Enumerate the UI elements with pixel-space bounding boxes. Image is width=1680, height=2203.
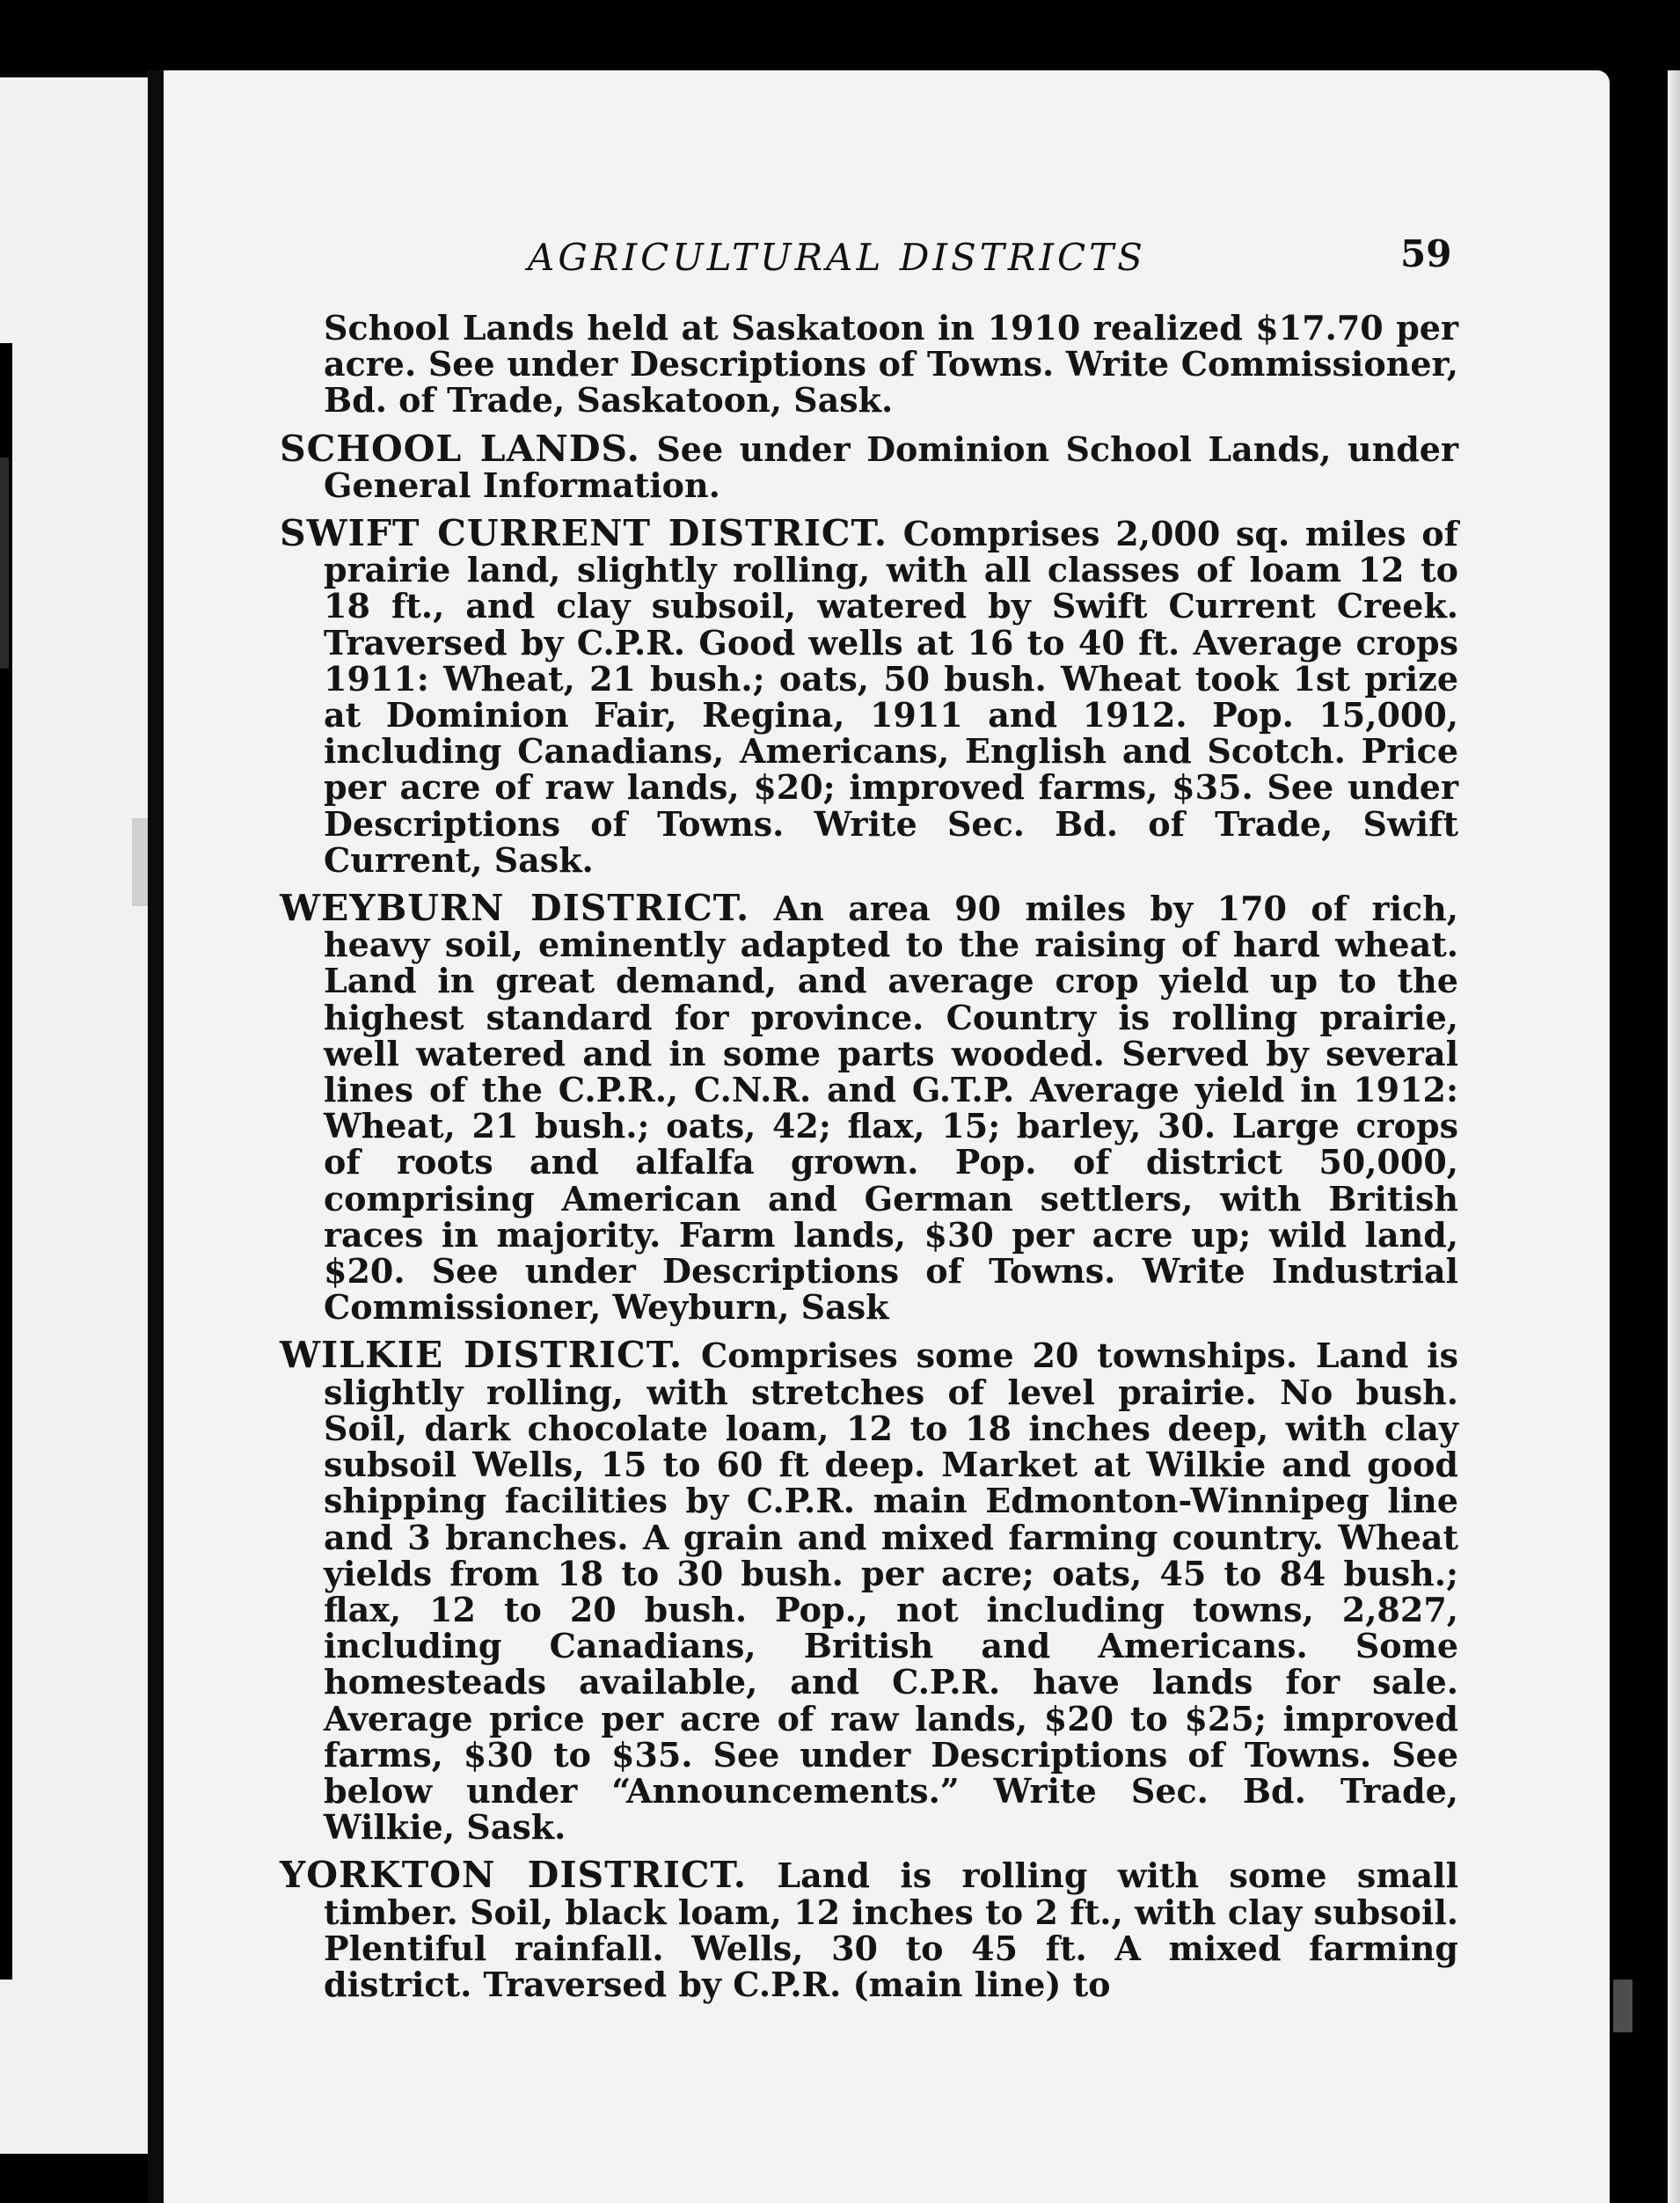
entry-saskatoon-continuation <box>280 310 1458 419</box>
running-header: AGRICULTURAL DISTRICTS <box>528 236 1146 279</box>
entry-wilkie-district <box>280 1334 1458 1848</box>
entry-weyburn-district <box>280 887 1459 1328</box>
entry-text: See under Dominion School Lands, under General Information. <box>324 428 1459 505</box>
page-text-body <box>280 310 1458 2015</box>
entry-text: Comprises 2,000 sq. miles of prairie land, slightly rolling, with all classes of loam 12 to 18 ft., and clay subsoil, watered by Swift Current Creek. Traversed by C.P.R. Good wells at 16 to 40 ft. Average crops 1911: Wheat, 21 bush.; oats, 50 bush. Wheat took 1st prize at Dominion Fair, Regina, 1911 and 1912. Pop. 15,000, including Canadians, Americans, English and Scotch. Price per acre of raw lands, $20; improved farms, $35. See under Descriptions of Towns. Write Sec. Bd. of Trade, Swift Current, Sask. <box>324 514 1458 880</box>
entry-heading: WILKIE DISTRICT. <box>280 1334 683 1377</box>
facing-page-edge <box>0 77 148 2154</box>
entry-yorkton-district <box>280 1854 1459 2004</box>
entry-heading: SCHOOL LANDS. <box>280 427 640 470</box>
page-edge-shadow <box>1668 70 1680 2203</box>
entry-heading: SWIFT CURRENT DISTRICT. <box>280 512 888 555</box>
entry-heading: YORKTON DISTRICT. <box>280 1854 748 1897</box>
entry-text: Comprises some 20 townships. Land is slightly rolling, with stretches of level prairie. No bush. Soil, dark chocolate loam, 12 to 18 inches deep, with clay subsoil Wells, 15 to 60 ft deep. Market at Wilkie and good shipping facilities by C.P.R. main Edmonton-Winnipeg line and 3 branches. A grain and mixed farming country. Wheat yields from 18 to 30 bush. per acre; oats, 45 to 84 bush.; flax, 12 to 20 bush. Pop., not including towns, 2,827, including Canadians, British and Americans. Some homesteads available, and C.P.R. have lands for sale. Average price per acre of raw lands, $20 to $25; improved farms, $30 to $35. See under Descriptions of Towns. See below under “Announcements.” Write Sec. Bd. Trade, Wilkie, Sask. <box>324 1336 1458 1848</box>
page-number: 59 <box>1400 232 1452 275</box>
facing-page-figure-detail <box>0 457 9 669</box>
book-spine <box>148 70 165 2203</box>
entry-school-lands <box>280 427 1459 505</box>
entry-text: An area 90 miles by 170 of rich, heavy soil, eminently adapted to the raising of hard wheat. Land in great demand, and average crop yield up to the highest standard for province. Country is rolling prairie, well watered and in some parts wooded. Served by several lines of the C.P.R., C.N.R. and G.T.P. Average yield in 1912: Wheat, 21 bush.; oats, 42; flax, 15; barley, 30. Large crops of roots and alfalfa grown. Pop. of district 50,000, comprising American and German settlers, with British races in majority. Farm lands, $30 per acre up; wild land, $20. See under Descriptions of Towns. Write Industrial Commissioner, Weyburn, Sask <box>324 889 1459 1328</box>
facing-page-smudge <box>132 818 148 906</box>
entry-swift-current-district <box>280 512 1458 880</box>
entry-text: School Lands held at Saskatoon in 1910 realized $17.70 per acre. See under Descriptions of Towns. Write Commissioner, Bd. of Trade, Saskatoon, Sask. <box>324 308 1458 421</box>
scan-speckle <box>1613 1980 1633 2032</box>
entry-text: Land is rolling with some small timber. Soil, black loam, 12 inches to 2 ft., with clay subsoil. Plentiful rainfall. Wells, 30 to 45 ft. A mixed farming district. Traversed by C.P.R. (main line) to <box>324 1855 1459 2004</box>
entry-heading: WEYBURN DISTRICT. <box>280 887 750 930</box>
